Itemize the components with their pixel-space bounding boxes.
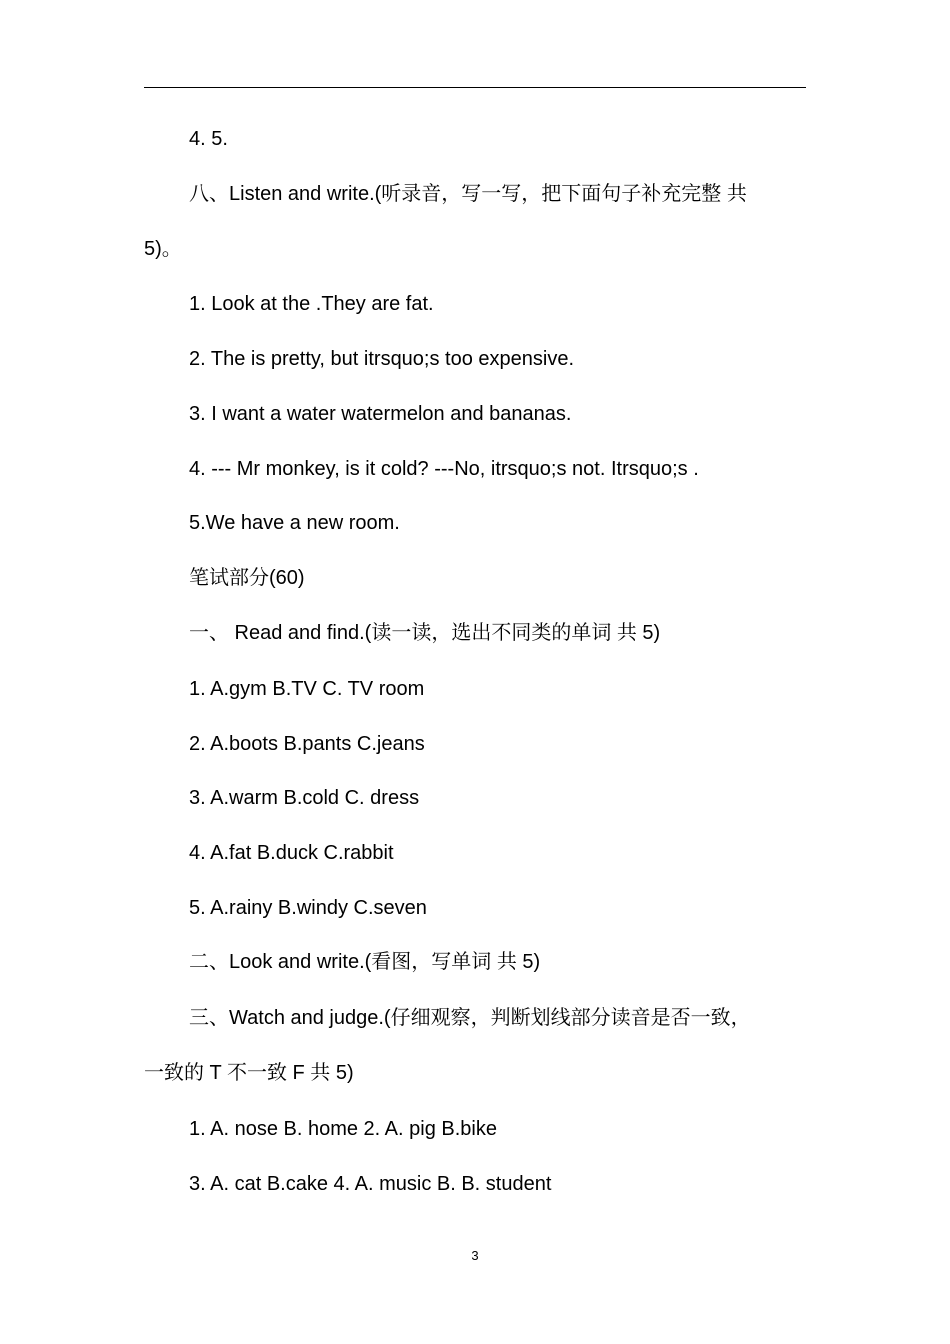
- text-line: 1. Look at the .They are fat.: [189, 293, 434, 315]
- text-line: 1. A.gym B.TV C. TV room: [189, 678, 425, 700]
- text-line: 5. A.rainy B.windy C.seven: [189, 897, 427, 919]
- header-rule: [144, 87, 806, 88]
- text-line: 3. A. cat B.cake 4. A. music B. B. student: [189, 1173, 552, 1195]
- text-line: 3. I want a water watermelon and bananas.: [189, 403, 572, 425]
- section-heading: 三、Watch and judge.(仔细观察，判断划线部分读音是否一致，: [189, 1007, 751, 1029]
- section-heading: 八、Listen and write.(听录音，写一写，把下面句子补充完整 共: [189, 183, 747, 205]
- text-line: 5.We have a new room.: [189, 512, 400, 534]
- text-line: 1. A. nose B. home 2. A. pig B.bike: [189, 1118, 497, 1140]
- section-heading: 二、Look and write.(看图，写单词 共 5): [189, 951, 541, 973]
- text-line: 3. A.warm B.cold C. dress: [189, 787, 420, 809]
- text-line: 2. The is pretty, but itrsquo;s too expensive.: [189, 348, 575, 370]
- section-heading: 一、 Read and find.(读一读，选出不同类的单词 共 5): [189, 622, 661, 644]
- text-line: 5)。: [144, 238, 182, 260]
- page-number: 3: [471, 1248, 479, 1263]
- section-heading: 笔试部分(60): [189, 567, 305, 589]
- text-line: 4. 5.: [189, 128, 228, 150]
- text-line: 2. A.boots B.pants C.jeans: [189, 733, 425, 755]
- text-line: 4. A.fat B.duck C.rabbit: [189, 842, 394, 864]
- text-line: 4. --- Mr monkey, is it cold? ---No, itrsquo;s not. Itrsquo;s .: [189, 458, 699, 480]
- text-line: 一致的 T 不一致 F 共 5): [144, 1062, 354, 1084]
